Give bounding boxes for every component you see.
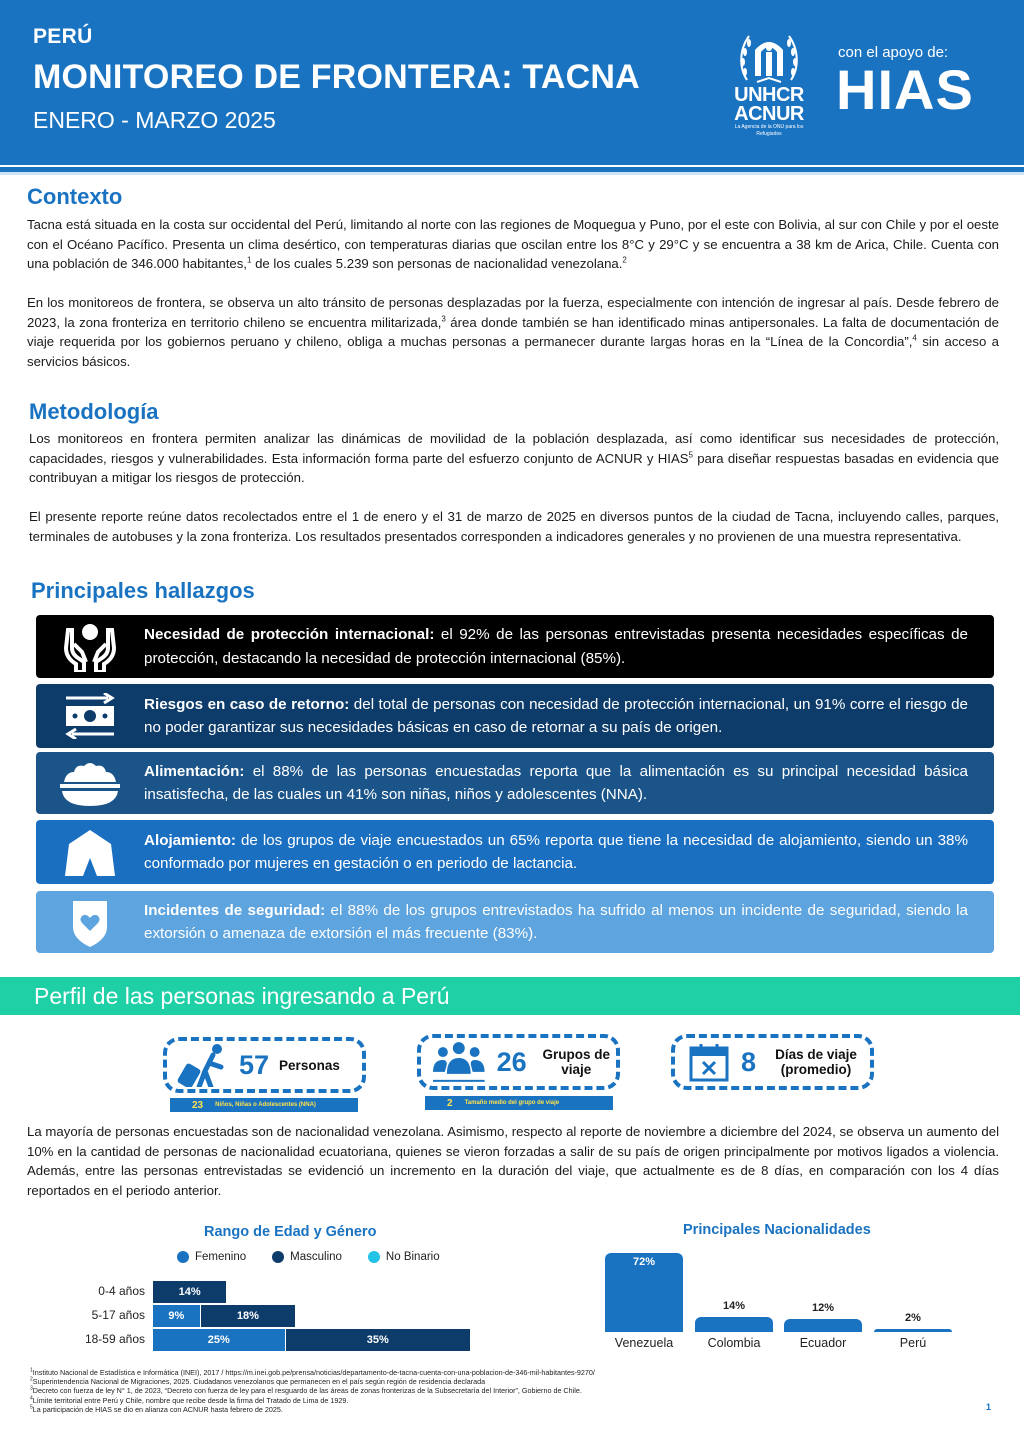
money-exchange-icon [36,693,144,739]
nationality-bar-label: 12% [811,1301,835,1314]
footnotes [30,1368,930,1414]
legend-item [368,1251,440,1263]
bar-segment-femenino: 9% [153,1305,201,1327]
finding-text [144,623,994,670]
age-category-label: 5-17 años [91,1308,145,1322]
legend-swatch [368,1251,380,1263]
contexto-paragraph-1 [27,215,999,274]
bar-segment-masculino: 35% [286,1329,472,1351]
text-run: de los cuales 5.239 son personas de nacionalidad venezolana. [251,256,623,271]
finding-protection [36,615,994,678]
footnote-ref: 5 [688,450,693,460]
finding-title: Riesgos en caso de retorno: [144,695,350,713]
finding-body: el 92% de las personas entrevistadas presenta necesidades específicas de protección, destacando la necesidad de protección internacional (85%). [144,626,968,667]
kpi-persons-sub [170,1098,358,1112]
finding-food [36,752,994,814]
legend-label: No Binario [385,1251,440,1263]
bar-segment-masculino: 18% [201,1305,296,1327]
nationality-category-label: Ecuador [799,1336,847,1350]
footnote: $^5$La participación de HIAS se dio en alianza con ACNUR hasta febrero de 2025. [30,1404,283,1414]
hands-protection-icon [36,622,144,672]
text-run: sin acceso a servicios básicos. [27,334,1000,369]
legend-item [272,1251,342,1263]
kpi-label: Días de viaje (promedio) [775,1047,857,1077]
footnote-ref: 3 [441,314,446,324]
metodologia-paragraph-2: El presente reporte reúne datos recolectados entre el 1 de enero y el 31 de marzo de 2025 en diversos puntos de la ciudad de Tacna, incluyendo calles, parques, terminales de autobuses y la zona fronteriza. Los resultados presentados corresponden a indicadores generales y no provienen de una muestra representativa. [29,509,999,544]
footnote-ref: 1 [246,255,252,265]
nationality-bar [874,1329,952,1332]
traveler-icon [177,1043,229,1087]
age-category-label: 0-4 años [98,1284,145,1298]
support-label: con el apoyo de: [838,44,949,61]
food-bowl-icon [36,760,144,806]
nationality-chart-title: Principales Nacionalidades [683,1222,871,1238]
nationality-category-label: Colombia [707,1336,761,1350]
header-divider-light [0,172,1024,175]
report-header [0,0,1024,165]
nationality-bar [695,1317,773,1332]
kpi-label: Personas [279,1057,340,1073]
metodologia-heading: Metodología [29,399,159,424]
finding-return-risk [36,684,994,748]
finding-text [144,693,994,740]
unhcr-name-en: UNHCR [734,84,804,106]
report-period: ENERO - MARZO 2025 [33,107,276,133]
kpi-sub-value: 2 [447,1097,453,1109]
profile-section-band [0,977,1020,1015]
unhcr-tagline: La Agencia de la ONU para los Refugiados [734,124,804,137]
finding-title: Alimentación: [144,762,245,780]
legend-label: Femenino [195,1251,247,1263]
report-title: MONITOREO DE FRONTERA: TACNA [33,58,640,96]
nationality-bar-label: 72% [632,1255,656,1268]
finding-security [36,891,994,953]
kpi-sub-value: 23 [192,1099,204,1111]
finding-body: el 88% de las personas encuestadas reporta que la alimentación es su principal necesidad básica insatisfecha, de las cuales un 41% son niñas, niños y adolescentes (NNA). [144,762,968,803]
finding-text [144,899,994,946]
age-category-label: 18-59 años [84,1332,145,1346]
text-run: Los monitoreos en frontera permiten analizar las dinámicas de movilidad de la población desplazada, así como identificar sus necesidades de protección, capacidades, riesgos y vulnerabilidades. Esta información forma parte del esfuerzo conjunto de ACNUR y HIAS [29,431,999,466]
legend-item [177,1251,246,1263]
contexto-heading: Contexto [27,184,123,209]
kpi-persons [163,1037,366,1093]
calendar-icon [687,1042,731,1082]
legend-swatch [272,1251,284,1263]
kpi-days [671,1034,874,1090]
kpi-value: 8 [741,1046,757,1077]
nationality-category-label: Venezuela [614,1336,674,1350]
finding-body: el 88% de los grupos entrevistados ha sufrido al menos un incidente de seguridad, siendo la extorsión o amenaza de extorsión el más frecuente (83%). [144,901,968,942]
hias-logo: HIAS [836,58,974,121]
legend-swatch [177,1251,189,1263]
tent-icon [36,828,144,876]
metodologia-paragraph-1 [29,429,999,488]
unhcr-emblem-icon [737,30,801,86]
nationality-bar [784,1319,862,1332]
footnote-ref: 2 [622,255,627,265]
nationality-category-label: Perú [899,1336,927,1350]
bar-segment-masculino: 14% [153,1281,227,1303]
finding-text [144,829,994,876]
footnote: $^2$Superintendencia Nacional de Migraciones, 2025. Ciudadanos venezolanos que permanecen en el país según región de residencia declarada [30,1376,486,1387]
finding-shelter [36,820,994,884]
text-run: área donde también se han identificado minas antipersonales. La falta de documentación de viaje requerida por los gobiernos peruano y chileno, obliga a muchas personas a permanecer durante largas horas en la “Línea de la Concordia”, [27,314,999,349]
profile-heading: Perfil de las personas ingresando a Perú [34,983,450,1009]
hallazgos-heading: Principales hallazgos [31,578,255,603]
finding-body: de los grupos de viaje encuestados un 65% reporta que tiene la necesidad de alojamiento, siendo un 38% conformado por mujeres en gestación o en periodo de lactancia. [144,831,968,872]
country-label: PERÚ [33,25,93,48]
finding-title: Alojamiento: [144,831,236,849]
text-run: Tacna está situada en la costa sur occidental del Perú, limitando al norte con las regiones de Moquegua y Puno, por el este con Bolivia, al sur con Chile y por el oeste con el Océano Pacífico. Presenta un clima desértico, con temperaturas diarias que oscilan entre los 8°C y 29°C y se encuentra a 38 km de Arica, Chile. Cuenta con una población de 346.000 habitantes, [27,217,999,271]
kpi-sub-label: Niños, Niñas o Adolescentes (NNA) [215,1102,316,1108]
finding-title: Incidentes de seguridad: [144,901,326,919]
bar-segment-femenino: 25% [153,1329,286,1351]
kpi-value: 57 [239,1049,270,1080]
finding-body: del total de personas con necesidad de protección internacional, un 91% corre el riesgo de no poder garantizar sus necesidades básicas en caso de retornar a su país de origen. [144,695,968,736]
finding-title: Necesidad de protección internacional: [144,626,435,643]
profile-paragraph: La mayoría de personas encuestadas son de nacionalidad venezolana. Asimismo, respecto al reporte de noviembre a diciembre del 2024, se observa un aumento del 10% en la cantidad de personas de nacionalidad ecuatoriana, quienes se vieron forzadas a salir de su país de origen principalmente por motivos ligados a violencia. Además, entre las personas entrevistadas se evidenció un incremento en la duración del viaje, que actualmente es de 8 días, en comparación con los 4 días reportados en el periodo anterior. [27,1124,999,1198]
age-chart-legend [177,1251,440,1263]
unhcr-name-es: ACNUR [734,103,804,125]
kpi-value: 26 [496,1046,527,1077]
footnote: $^3$Decreto con fuerza de ley N° 1, de 2023, “Decreto con fuerza de ley para el resguardo de las áreas de zonas fronterizas de la Subsecretaría del Interior”, Gobierno de Chile. [30,1386,582,1396]
footnote-ref: 4 [912,333,917,343]
footnote: $^1$Instituto Nacional de Estadística e Informática (INEI), 2017 / https://m.inei.gob.pe/prensa/noticias/departamento-de-tacna-cuenta-con-una-poblacion-de-346-mil-habitantes-9270/ [30,1367,595,1377]
unhcr-logo [724,30,814,138]
page-number: 1 [986,1402,992,1412]
nationality-bar-label: 14% [722,1299,746,1312]
nationality-bar-label: 2% [905,1312,921,1324]
kpi-sub-label: Tamaño medio del grupo de viaje [464,1100,560,1106]
group-icon [431,1040,487,1084]
kpi-groups-sub [425,1096,613,1110]
kpi-groups [417,1034,620,1090]
contexto-paragraph-2 [27,293,999,371]
age-chart-title: Rango de Edad y Género [204,1224,377,1240]
legend-label: Masculino [290,1251,342,1263]
shield-heart-icon [36,897,144,947]
text-run: En los monitoreos de frontera, se observa un alto tránsito de personas desplazadas por la fuerza, especialmente con intención de ingresar al país. Desde febrero de 2023, la zona fronteriza en territorio chileno se encuentra militarizada, [27,295,999,330]
finding-text [144,760,994,807]
footnote: $^4$Límite territorial entre Perú y Chile, nombre que recibe desde la firma del Tratado de Lima de 1929. [30,1395,349,1405]
kpi-label: Grupos de viaje [542,1047,611,1077]
text-run: para diseñar respuestas basadas en evidencia que contribuyan a mitigar los riesgos de protección. [29,450,999,485]
